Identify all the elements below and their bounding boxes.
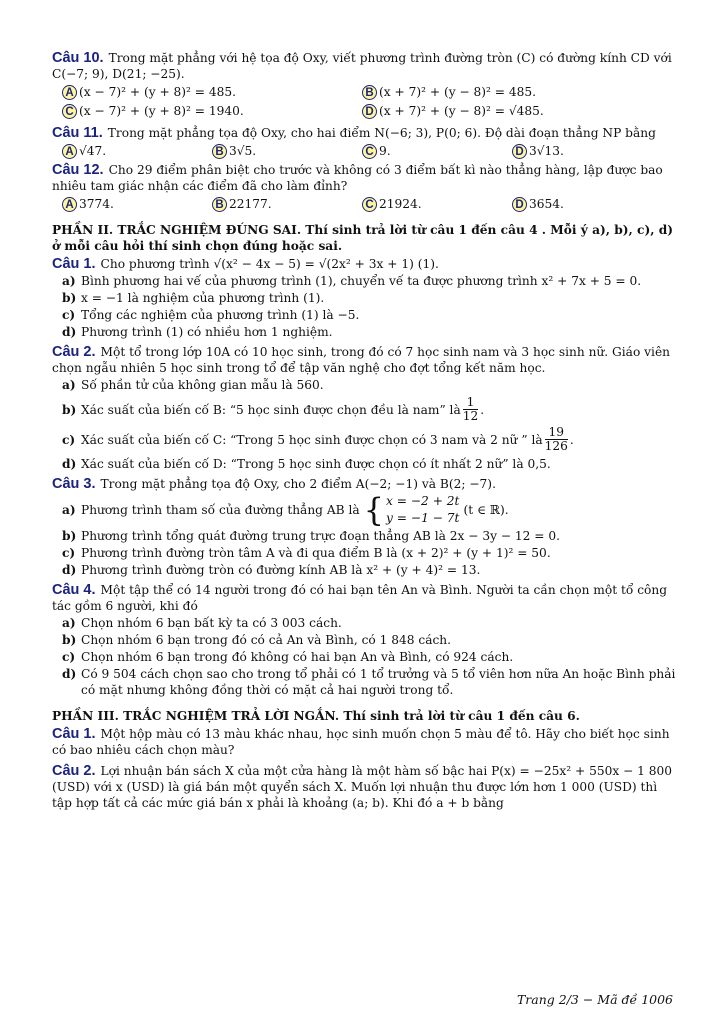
option-text: (x + 7)² + (y − 8)² = 485. <box>379 85 537 99</box>
option-d[interactable] <box>512 196 662 212</box>
p2-question-4 <box>52 582 676 698</box>
equation-system <box>364 493 460 527</box>
statement-label: c) <box>62 432 76 447</box>
option-letter: A <box>62 197 77 212</box>
question-text: Cho phương trình √(x² − 4x − 5) = √(2x² + 3x + 1) (1). <box>100 257 439 271</box>
system-line-1: x = −2 + 2t <box>386 494 460 508</box>
statement-c <box>62 307 676 323</box>
statement-label: d) <box>62 563 77 577</box>
option-letter: D <box>512 144 527 159</box>
statement-label: b) <box>62 402 77 417</box>
statement-text: Số phần tử của không gian mẫu là 560. <box>81 378 324 392</box>
option-text: (x − 7)² + (y + 8)² = 1940. <box>79 104 244 118</box>
option-text: 21924. <box>379 197 422 211</box>
period: . <box>480 402 485 417</box>
page-footer: Trang 2/3 − Mã đề 1006 <box>516 992 673 1007</box>
question-label: Câu 2. <box>52 763 96 779</box>
statement-b <box>62 632 676 648</box>
statement-text: Xác suất của biến cố C: “Trong 5 học sinh được chọn có 3 nam và 2 nữ ” là <box>81 432 543 447</box>
question-10 <box>52 50 676 122</box>
statement-list <box>62 377 676 472</box>
statement-text: Tổng các nghiệm của phương trình (1) là −5. <box>81 308 360 322</box>
p2-question-1 <box>52 256 676 340</box>
option-b[interactable] <box>212 143 362 159</box>
statement-list <box>62 273 676 340</box>
statement-label: a) <box>62 378 76 392</box>
statement-text: Xác suất của biến cố B: “5 học sinh được chọn đều là nam” là <box>81 402 461 417</box>
statement-d <box>62 324 676 340</box>
part-3-title: PHẦN III. TRẮC NGHIỆM TRẢ LỜI NGẮN. Thí sinh trả lời từ câu 1 đến câu 6. <box>52 709 580 723</box>
statement-a <box>62 615 676 631</box>
option-text: 3654. <box>529 197 564 211</box>
option-text: (x − 7)² + (y + 8)² = 485. <box>79 85 237 99</box>
statement-text: x = −1 là nghiệm của phương trình (1). <box>81 291 325 305</box>
statement-b <box>62 396 676 423</box>
option-text: 3√13. <box>529 144 564 158</box>
option-a[interactable] <box>62 196 212 212</box>
system-lines <box>386 493 459 527</box>
statement-c <box>62 649 676 665</box>
option-text: 3774. <box>79 197 114 211</box>
question-text: Trong mặt phẳng tọa độ Oxy, cho 2 điểm A(−2; −1) và B(2; −7). <box>100 477 496 491</box>
question-text: Lợi nhuận bán sách X của một cửa hàng là một hàm số bậc hai P(x) = −25x² + 550x − 1 800 (USD) với x (USD) là giá bán một quyển sách X. Muốn lợi nhuận thu được lớn hơn 1 000 (USD) thì tập hợp tất cả các mức giá bán x phải là khoảng (a; b). Khi đó a + b bằng <box>52 764 673 810</box>
fraction-numerator: 1 <box>463 396 479 410</box>
statement-label: b) <box>62 529 77 543</box>
brace-icon: { <box>363 491 385 529</box>
answer-options <box>62 196 676 212</box>
exam-page <box>52 50 676 814</box>
question-12 <box>52 162 676 212</box>
statement-text: Phương trình tổng quát đường trung trực đoạn thẳng AB là 2x − 3y − 12 = 0. <box>81 529 561 543</box>
p2-question-3 <box>52 476 676 578</box>
statement-b <box>62 528 676 544</box>
question-text: Trong mặt phẳng tọa độ Oxy, cho hai điểm N(−6; 3), P(0; 6). Độ dài đoạn thẳng NP bằng <box>107 126 656 140</box>
option-b[interactable] <box>362 84 662 100</box>
statement-a <box>62 273 676 289</box>
option-d[interactable] <box>362 103 662 119</box>
p3-question-1 <box>52 726 676 758</box>
option-letter: C <box>362 144 377 159</box>
statement-label: c) <box>62 650 76 664</box>
statement-d <box>62 666 676 698</box>
part-2-title: PHẦN II. TRẮC NGHIỆM ĐÚNG SAI. Thí sinh trả lời từ câu 1 đến câu 4 . Mỗi ý a), b), c), d) ở mỗi câu hỏi thí sinh chọn đúng hoặc sai. <box>52 223 673 253</box>
statement-text: Phương trình tham số của đường thẳng AB là <box>81 503 360 517</box>
option-text: 9. <box>379 144 391 158</box>
question-label: Câu 10. <box>52 50 104 66</box>
statement-c <box>62 426 676 453</box>
question-text: Một tập thể có 14 người trong đó có hai bạn tên An và Bình. Người ta cần chọn một tổ công tác gồm 6 người, khi đó <box>52 583 668 613</box>
p2-question-2 <box>52 344 676 472</box>
statement-label: b) <box>62 291 77 305</box>
statement-label: b) <box>62 633 77 647</box>
statement-b <box>62 290 676 306</box>
question-label: Câu 4. <box>52 582 96 598</box>
statement-d <box>62 562 676 578</box>
statement-label: d) <box>62 457 77 471</box>
statement-label: a) <box>62 503 76 517</box>
option-c[interactable] <box>362 196 512 212</box>
answer-options <box>62 84 676 122</box>
question-label: Câu 11. <box>52 125 103 141</box>
question-text: Trong mặt phẳng với hệ tọa độ Oxy, viết phương trình đường tròn (C) có đường kính CD với C(−7; 9), D(21; −25). <box>52 51 672 81</box>
statement-label: a) <box>62 616 76 630</box>
statement-text: Có 9 504 cách chọn sao cho trong tổ phải có 1 tổ trưởng và 5 tổ viên hơn nữa An hoặc Bình phải có mặt nhưng không đồng thời có mặt cả hai người trong tổ. <box>81 667 676 697</box>
question-11 <box>52 125 676 159</box>
fraction-denominator: 12 <box>462 409 479 423</box>
question-text: Cho 29 điểm phân biệt cho trước và không có 3 điểm bất kì nào thẳng hàng, lập được bao nhiêu tam giác nhận các điểm đã cho làm đỉnh? <box>52 163 663 193</box>
question-label: Câu 1. <box>52 256 96 272</box>
option-letter: C <box>362 197 377 212</box>
option-text: 3√5. <box>229 144 257 158</box>
statement-label: d) <box>62 667 77 681</box>
statement-text: Chọn nhóm 6 bạn trong đó không có hai bạn An và Bình, có 924 cách. <box>81 650 514 664</box>
parameter-domain: (t ∈ ℝ). <box>463 503 509 517</box>
option-letter: B <box>212 144 227 159</box>
option-c[interactable] <box>362 143 512 159</box>
statement-label: d) <box>62 325 77 339</box>
statement-label: a) <box>62 274 76 288</box>
statement-a <box>62 377 676 393</box>
option-letter: D <box>362 104 377 119</box>
option-letter: B <box>212 197 227 212</box>
answer-options <box>62 143 676 159</box>
statement-list <box>62 493 676 578</box>
question-label: Câu 2. <box>52 344 96 360</box>
option-letter: B <box>362 85 377 100</box>
option-text: √47. <box>79 144 107 158</box>
statement-text: Phương trình đường tròn tâm A và đi qua điểm B là (x + 2)² + (y + 1)² = 50. <box>81 546 551 560</box>
option-text: (x + 7)² + (y − 8)² = √485. <box>379 104 544 118</box>
statement-a <box>62 493 676 527</box>
statement-text: Chọn nhóm 6 bạn bất kỳ ta có 3 003 cách. <box>81 616 342 630</box>
system-line-2: y = −1 − 7t <box>386 511 460 525</box>
question-label: Câu 3. <box>52 476 96 492</box>
question-label: Câu 12. <box>52 162 104 178</box>
option-b[interactable] <box>212 196 362 212</box>
period: . <box>569 432 574 447</box>
option-c[interactable] <box>62 103 362 119</box>
fraction <box>545 426 568 453</box>
statement-label: c) <box>62 546 76 560</box>
option-text: 22177. <box>229 197 272 211</box>
fraction-numerator: 19 <box>545 426 568 440</box>
option-d[interactable] <box>512 143 662 159</box>
fraction-denominator: 126 <box>544 439 568 453</box>
statement-label: c) <box>62 308 76 322</box>
statement-text: Phương trình (1) có nhiều hơn 1 nghiệm. <box>81 325 333 339</box>
statement-c <box>62 545 676 561</box>
question-text: Một hộp màu có 13 màu khác nhau, học sinh muốn chọn 5 màu để tô. Hãy cho biết học sinh có bao nhiêu cách chọn màu? <box>52 727 670 757</box>
option-letter: D <box>512 197 527 212</box>
statement-text: Bình phương hai vế của phương trình (1), chuyển vế ta được phương trình x² + 7x + 5 = 0. <box>81 274 642 288</box>
option-a[interactable] <box>62 143 212 159</box>
statement-list <box>62 615 676 698</box>
option-letter: C <box>62 104 77 119</box>
statement-text: Chọn nhóm 6 bạn trong đó có cả An và Bình, có 1 848 cách. <box>81 633 452 647</box>
statement-text: Phương trình đường tròn có đường kính AB là x² + (y + 4)² = 13. <box>81 563 481 577</box>
question-text: Một tổ trong lớp 10A có 10 học sinh, trong đó có 7 học sinh nam và 3 học sinh nữ. Giáo viên chọn ngẫu nhiên 5 học sinh trong tổ để tập văn nghệ cho đợt tổng kết năm học. <box>52 345 671 375</box>
p3-question-2 <box>52 763 676 811</box>
option-letter: A <box>62 85 77 100</box>
statement-text: Xác suất của biến cố D: “Trong 5 học sinh được chọn có ít nhất 2 nữ” là 0,5. <box>81 457 551 471</box>
option-a[interactable] <box>62 84 362 100</box>
question-label: Câu 1. <box>52 726 96 742</box>
fraction <box>463 396 479 423</box>
option-letter: A <box>62 144 77 159</box>
statement-d <box>62 456 676 472</box>
